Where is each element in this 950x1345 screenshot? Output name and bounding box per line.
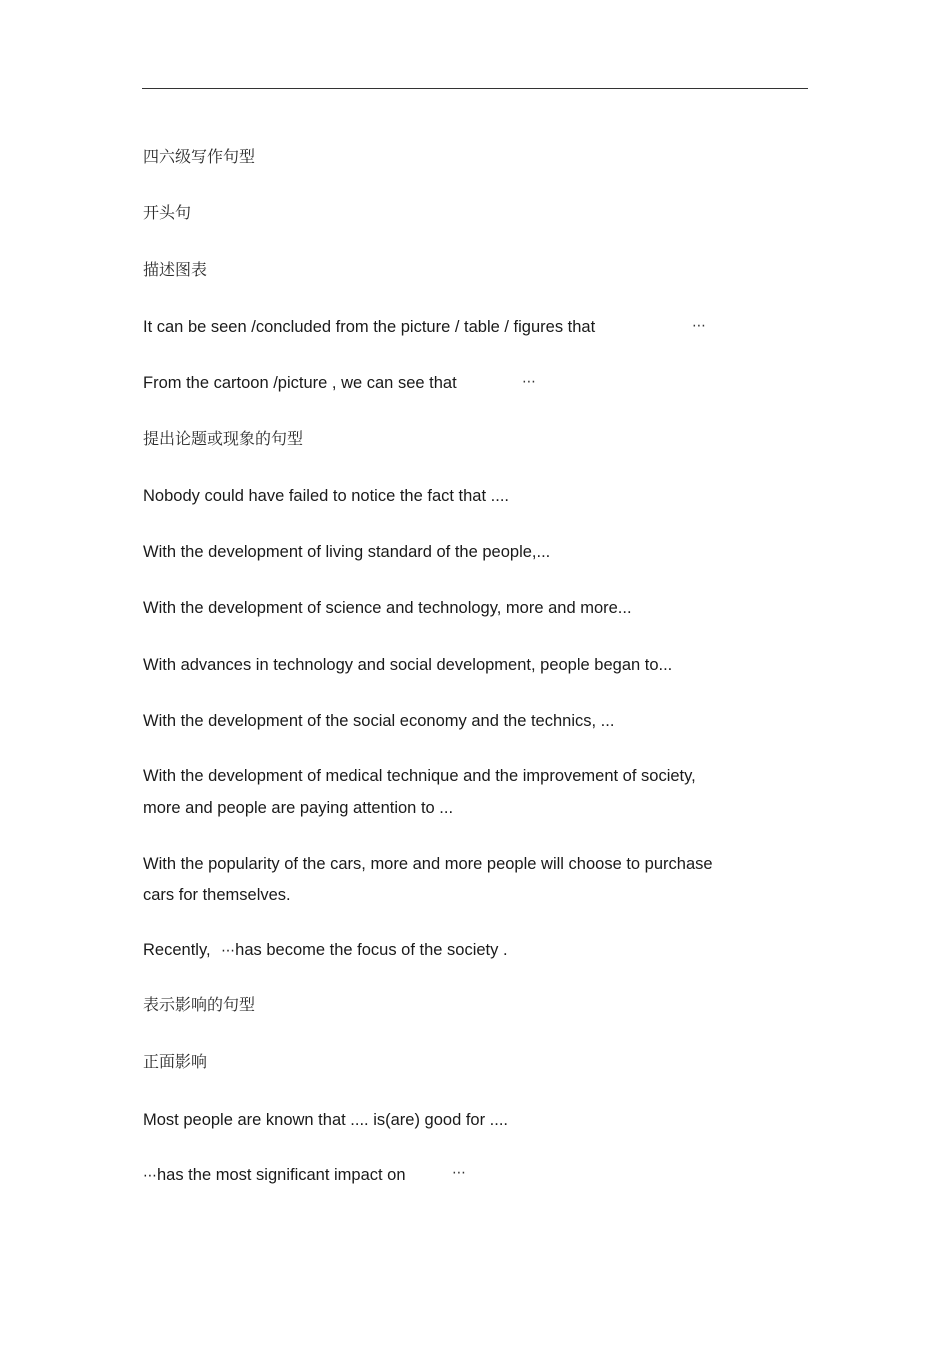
subheading-raise-topic: 提出论题或现象的句型 [143,429,304,448]
sentence-1: It can be seen /concluded from the picture / table / figures that [143,318,596,336]
sentence-9-line-1: With the popularity of the cars, more and more people will choose to purchase [143,855,713,873]
sentence-10 [143,934,508,967]
sentence-10-head: Recently, [143,941,211,959]
sentence-8-line-2: more and people are paying attention to ... [143,799,454,817]
sentence-5: With the development of science and technology, more and more... [143,599,632,617]
sentence-12 [143,1159,406,1192]
sentence-9-line-2: cars for themselves. [143,886,291,904]
ellipsis-2: ⋯ [522,374,536,390]
document-title: 四六级写作句型 [143,147,256,166]
sentence-2: From the cartoon /picture , we can see that [143,374,457,392]
sentence-7: With the development of the social economy and the technics, ... [143,712,615,730]
sentence-10-rest: has become the focus of the society . [235,941,508,959]
sentence-12-rest: has the most significant impact on [157,1166,406,1184]
ellipsis-1: ⋯ [692,318,706,334]
sentence-8-line-1: With the development of medical technique and the improvement of society, [143,767,696,785]
section-heading-opening: 开头句 [143,203,192,222]
sentence-6: With advances in technology and social development, people began to... [143,656,673,674]
subheading-describe-chart: 描述图表 [143,260,208,279]
subheading-positive: 正面影响 [143,1052,208,1071]
sentence-4: With the development of living standard of the people,... [143,543,551,561]
ellipsis-12: ⋯ [452,1165,466,1181]
sentence-3: Nobody could have failed to notice the fact that .... [143,487,509,505]
sentence-12-ellipsis: ⋯ [143,1168,157,1184]
sentence-10-ellipsis: ⋯ [221,943,236,959]
section-heading-influence: 表示影响的句型 [143,995,256,1014]
header-rule [142,88,808,89]
sentence-11: Most people are known that .... is(are) good for .... [143,1111,509,1129]
